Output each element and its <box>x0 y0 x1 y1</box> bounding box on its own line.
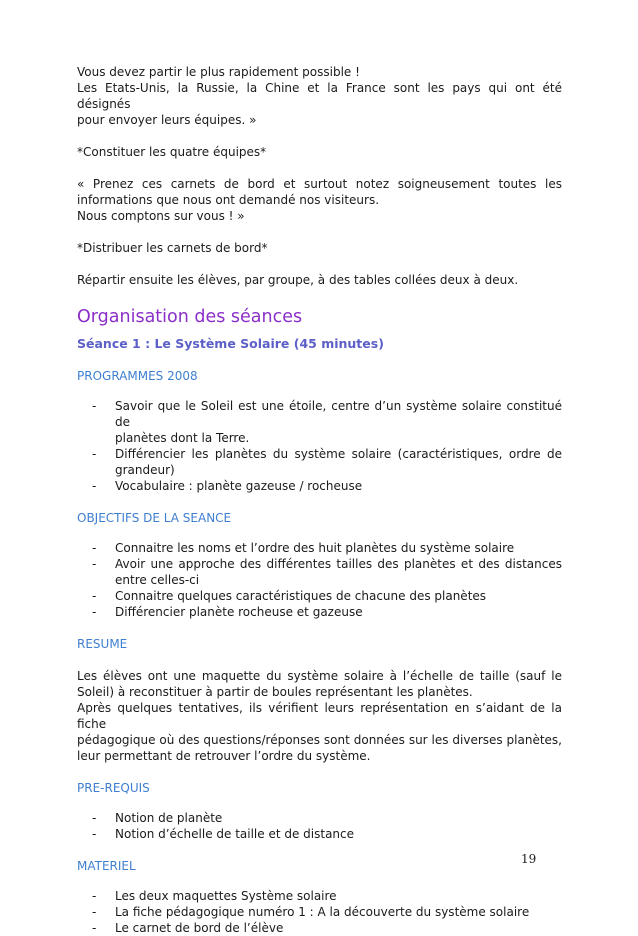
quote-line: « Prenez ces carnets de bord et surtout notez soigneusement toutes les <box>77 177 562 191</box>
bullet-dash: - <box>92 589 97 603</box>
page-body <box>77 64 562 936</box>
instruction-note: *Distribuer les carnets de bord* <box>77 241 268 255</box>
list-item <box>77 478 562 494</box>
bullet-dash: - <box>92 541 97 555</box>
bullet-dash: - <box>92 811 97 825</box>
list-item-text: Notion d’échelle de taille et de distance <box>115 827 355 841</box>
list-item-text: Connaitre les noms et l’ordre des huit planètes du système solaire <box>115 541 515 555</box>
list-item-text: Savoir que le Soleil est une étoile, centre d’un système solaire constitué de <box>115 399 562 429</box>
instruction-note: Répartir ensuite les élèves, par groupe, à des tables collées deux à deux. <box>77 273 519 287</box>
page-number: 19 <box>521 852 537 866</box>
list-item-text: Vocabulaire : planète gazeuse / rocheuse <box>115 479 363 493</box>
list-item-text: Notion de planète <box>115 811 223 825</box>
programmes-list <box>77 398 562 494</box>
list-item-text: Connaitre quelques caractéristiques de chacune des planètes <box>115 589 487 603</box>
intro-line: Vous devez partir le plus rapidement possible ! <box>77 65 360 79</box>
instruction-note: *Constituer les quatre équipes* <box>77 145 267 159</box>
list-item-text: Avoir une approche des différentes tailles des planètes et des distances <box>115 557 562 571</box>
resume-line: Soleil) à reconstituer à partir de boules représentant les planètes. <box>77 685 473 699</box>
bullet-dash: - <box>92 827 97 841</box>
list-item <box>77 904 562 920</box>
resume-line: leur permettant de retrouver l’ordre du système. <box>77 749 371 763</box>
bullet-dash: - <box>92 479 97 493</box>
bullet-dash: - <box>92 557 97 571</box>
list-item <box>77 888 562 904</box>
list-item-text: Les deux maquettes Système solaire <box>115 889 337 903</box>
quote-line: Nous comptons sur vous ! » <box>77 209 245 223</box>
intro-line: Les Etats-Unis, la Russie, la Chine et la France sont les pays qui ont été désignés <box>77 81 562 111</box>
materiel-label: MATERIEL <box>77 859 136 873</box>
bullet-dash: - <box>92 921 97 935</box>
list-item <box>77 556 562 588</box>
prerequis-label: PRE-REQUIS <box>77 781 150 795</box>
list-item-text: entre celles-ci <box>115 573 200 587</box>
intro-line: pour envoyer leurs équipes. » <box>77 113 257 127</box>
list-item <box>77 810 562 826</box>
materiel-list <box>77 888 562 936</box>
programmes-label: PROGRAMMES 2008 <box>77 369 198 383</box>
list-item <box>77 446 562 478</box>
bullet-dash: - <box>92 905 97 919</box>
list-item-text: Différencier les planètes du système solaire (caractéristiques, ordre de <box>115 447 562 461</box>
list-item <box>77 540 562 556</box>
list-item <box>77 920 562 936</box>
list-item <box>77 588 562 604</box>
objectifs-list <box>77 540 562 620</box>
resume-line: Les élèves ont une maquette du système solaire à l’échelle de taille (sauf le <box>77 669 562 683</box>
list-item-text: Le carnet de bord de l’élève <box>115 921 284 935</box>
list-item <box>77 398 562 446</box>
list-item <box>77 826 562 842</box>
bullet-dash: - <box>92 605 97 619</box>
list-item-text: planètes dont la Terre. <box>115 431 250 445</box>
resume-line: pédagogique où des questions/réponses sont données sur les diverses planètes, <box>77 733 562 747</box>
objectifs-label: OBJECTIFS DE LA SEANCE <box>77 511 232 525</box>
seance-title: Séance 1 : Le Système Solaire (45 minutes) <box>77 336 384 351</box>
prerequis-list <box>77 810 562 842</box>
section-heading: Organisation des séances <box>77 307 303 327</box>
list-item-text: La fiche pédagogique numéro 1 : A la découverte du système solaire <box>115 905 530 919</box>
resume-line: Après quelques tentatives, ils vérifient leurs représentation en s’aidant de la fiche <box>77 701 562 731</box>
bullet-dash: - <box>92 399 97 413</box>
bullet-dash: - <box>92 889 97 903</box>
list-item-text: Différencier planète rocheuse et gazeuse <box>115 605 363 619</box>
list-item-text: grandeur) <box>115 463 175 477</box>
list-item <box>77 604 562 620</box>
quote-line: informations que nous ont demandé nos visiteurs. <box>77 193 380 207</box>
bullet-dash: - <box>92 447 97 461</box>
resume-label: RESUME <box>77 637 128 651</box>
